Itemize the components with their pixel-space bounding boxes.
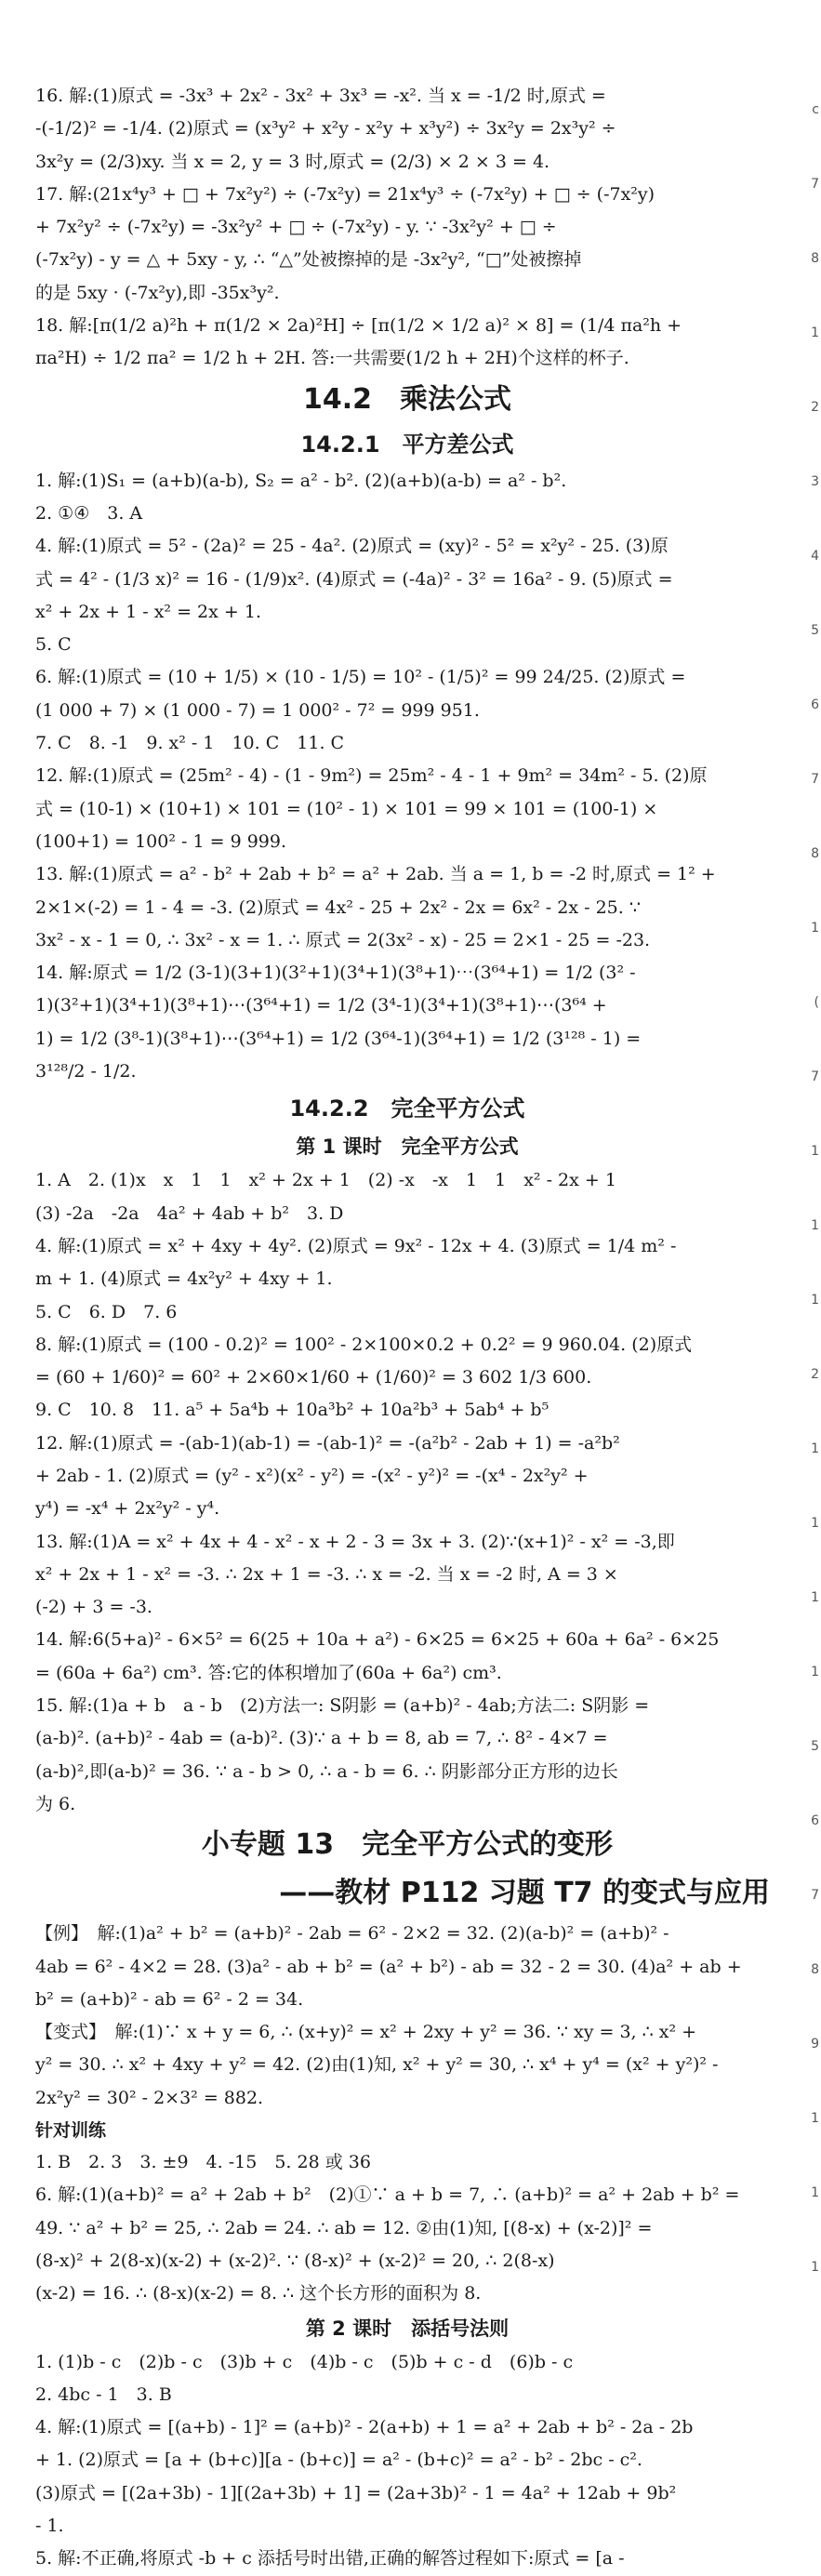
answer-line: (100+1) = 100² - 1 = 9 999. <box>35 830 286 852</box>
answer-line: 为 6. <box>35 1793 76 1814</box>
lesson-heading: 第 2 课时 添括号法则 <box>305 2317 510 2340</box>
answer-line: + 2ab - 1. (2)原式 = (y² - x²)(x² - y²) = -(x² - y²)² = -(x⁴ - 2x²y² + <box>35 1465 589 1486</box>
edge-mark: 1 <box>811 2111 819 2126</box>
answer-line: 49. ∵ a² + b² = 25, ∴ 2ab = 24. ∴ ab = 12. ②由(1)知, [(8-x) + (x-2)]² = <box>35 2217 653 2238</box>
edge-mark: 8 <box>811 251 819 266</box>
right-edge-bleed <box>810 0 821 2366</box>
answer-line: 14. 解:6(5+a)² - 6×5² = 6(25 + 10a + a²) - 6×25 = 6×25 + 60a + 6a² - 6×25 <box>35 1629 720 1651</box>
answer-line: 13. 解:(1)原式 = a² - b² + 2ab + b² = a² + 2ab. 当 a = 1, b = -2 时,原式 = 1² + <box>35 864 716 885</box>
answer-line: 1. (1)b - c (2)b - c (3)b + c (4)b - c (5)b + c - d (6)b - c <box>35 2351 574 2372</box>
answer-line: y⁴) = -x⁴ + 2x²y² - y⁴. <box>35 1498 220 1520</box>
answer-line: 5. 解:不正确,将原式 -b + c 添括号时出错,正确的解答过程如下:原式 = [a - <box>35 2548 625 2569</box>
edge-mark: ( <box>814 995 819 1010</box>
answer-line: x² + 2x + 1 - x² = 2x + 1. <box>35 601 261 622</box>
answer-line: 17. 解:(21x⁴y³ + □ + 7x²y²) ÷ (-7x²y) = 21x⁴y³ ÷ (-7x²y) + □ ÷ (-7x²y) <box>35 183 655 205</box>
answer-line: (a-b)². (a+b)² - 4ab = (a-b)². (3)∵ a + b = 8, ab = 7, ∴ 8² - 4×7 = <box>35 1728 608 1749</box>
answer-line: 4. 解:(1)原式 = 5² - (2a)² = 25 - 4a². (2)原式 = (xy)² - 5² = x²y² - 25. (3)原 <box>35 536 669 557</box>
answer-line: 5. C 6. D 7. 6 <box>35 1301 178 1322</box>
answer-line: (-7x²y) - y = △ + 5xy - y, ∴ “△”处被擦掉的是 -3x²y², “□”处被擦掉 <box>35 249 582 271</box>
answer-line: 16. 解:(1)原式 = -3x³ + 2x² - 3x² + 3x³ = -x². 当 x = -1/2 时,原式 = <box>35 86 606 106</box>
answer-page <box>35 80 779 2576</box>
edge-mark: 7 <box>811 177 819 192</box>
practice-heading: 针对训练 <box>35 2120 107 2142</box>
answer-line: = (60 + 1/60)² = 60² + 2×60×1/60 + (1/60)² = 3 602 1/3 600. <box>35 1367 592 1388</box>
edge-mark: 8 <box>811 846 819 861</box>
answer-line: (a-b)²,即(a-b)² = 36. ∵ a - b > 0, ∴ a - b = 6. ∴ 阴影部分正方形的边长 <box>35 1760 618 1782</box>
answer-line: 12. 解:(1)原式 = (25m² - 4) - (1 - 9m²) = 25m² - 4 - 1 + 9m² = 34m² - 5. (2)原 <box>35 765 708 787</box>
answer-line: (3) -2a -2a 4a² + 4ab + b² 3. D <box>35 1202 344 1224</box>
edge-mark: 1 <box>811 1293 819 1308</box>
edge-mark: 7 <box>811 1069 819 1084</box>
answer-line: 4. 解:(1)原式 = [(a+b) - 1]² = (a+b)² - 2(a+b) + 1 = a² + 2ab + b² - 2a - 2b <box>35 2417 694 2438</box>
answer-line: 12. 解:(1)原式 = -(ab-1)(ab-1) = -(ab-1)² = -(a²b² - 2ab + 1) = -a²b² <box>35 1432 620 1454</box>
edge-mark: 3 <box>811 474 819 489</box>
answer-line: = (60a + 6a²) cm³. 答:它的体积增加了(60a + 6a²) cm³. <box>35 1662 502 1683</box>
edge-mark: c <box>812 102 819 117</box>
answer-line: 8. 解:(1)原式 = (100 - 0.2)² = 100² - 2×100×0.2 + 0.2² = 9 960.04. (2)原式 <box>35 1334 693 1355</box>
answer-line: 7. C 8. -1 9. x² - 1 10. C 11. C <box>35 733 345 754</box>
answer-line: 6. 解:(1)(a+b)² = a² + 2ab + b² (2)①∵ a + b = 7, ∴ (a+b)² = a² + 2ab + b² = <box>35 2184 740 2206</box>
answer-line: (8-x)² + 2(8-x)(x-2) + (x-2)². ∵ (8-x)² + (x-2)² = 20, ∴ 2(8-x) <box>35 2250 555 2271</box>
answer-line: y² = 30. ∴ x² + 4xy + y² = 42. (2)由(1)知, x² + y² = 30, ∴ x⁴ + y⁴ = (x² + y²)² - <box>35 2054 719 2076</box>
answer-line: 【变式】 解:(1)∵ x + y = 6, ∴ (x+y)² = x² + 2xy + y² = 36. ∵ xy = 3, ∴ x² + <box>35 2022 697 2043</box>
answer-line: 【例】 解:(1)a² + b² = (a+b)² - 2ab = 6² - 2×2 = 32. (2)(a-b)² = (a+b)² - <box>35 1923 669 1945</box>
answer-line: 2. 4bc - 1 3. B <box>35 2383 172 2405</box>
answer-line: 13. 解:(1)A = x² + 4x + 4 - x² - x + 2 - 3 = 3x + 3. (2)∵(x+1)² - x² = -3,即 <box>35 1531 675 1552</box>
answer-line: 14. 解:原式 = 1/2 (3-1)(3+1)(3²+1)(3⁴+1)(3⁸+1)⋯(3⁶⁴+1) = 1/2 (3² - <box>35 963 636 984</box>
answer-line: (x-2) = 16. ∴ (8-x)(x-2) = 8. ∴ 这个长方形的面积为 8. <box>35 2283 482 2304</box>
subsection-heading: 14.2.1 平方差公式 <box>300 431 514 458</box>
section-subheading: ——教材 P112 习题 T7 的变式与应用 <box>279 1877 770 1910</box>
edge-mark: 1 <box>811 1144 819 1159</box>
answer-line: 1. A 2. (1)x x 1 1 x² + 2x + 1 (2) -x -x 1 1 x² - 2x + 1 <box>35 1170 616 1191</box>
edge-mark: 6 <box>811 1813 819 1828</box>
edge-mark: 1 <box>811 1441 819 1456</box>
answer-line: πa²H) ÷ 1/2 πa² = 1/2 h + 2H. 答:一共需要(1/2 h + 2H)个这样的杯子. <box>35 348 629 369</box>
answer-line: + 7x²y² ÷ (-7x²y) = -3x²y² + □ ÷ (-7x²y) - y. ∵ -3x²y² + □ ÷ <box>35 217 557 238</box>
answer-line: 的是 5xy · (-7x²y),即 -35x³y². <box>35 282 280 303</box>
edge-mark: 1 <box>811 2260 819 2275</box>
answer-line: 2. ①④ 3. A <box>35 502 143 524</box>
answer-line: 1) = 1/2 (3⁸-1)(3⁸+1)⋯(3⁶⁴+1) = 1/2 (3⁶⁴-1)(3⁶⁴+1) = 1/2 (3¹²⁸ - 1) = <box>35 1028 642 1049</box>
answer-line: b² = (a+b)² - ab = 6² - 2 = 34. <box>35 1988 304 2010</box>
answer-line: 3¹²⁸/2 - 1/2. <box>35 1061 137 1082</box>
edge-mark: 6 <box>811 697 819 712</box>
answer-line: 1. 解:(1)S₁ = (a+b)(a-b), S₂ = a² - b². (2)(a+b)(a-b) = a² - b². <box>35 470 567 491</box>
edge-mark: 1 <box>811 2185 819 2200</box>
answer-line: -(-1/2)² = -1/4. (2)原式 = (x³y² + x²y - x²y + x³y²) ÷ 3x²y = 2x³y² ÷ <box>35 118 616 139</box>
answer-line: (3)原式 = [(2a+3b) - 1][(2a+3b) + 1] = (2a+3b)² - 1 = 4a² + 12ab + 9b² <box>35 2482 677 2503</box>
edge-mark: 1 <box>811 1218 819 1233</box>
edge-mark: 1 <box>811 1665 819 1680</box>
answer-line: 5. C <box>35 634 72 656</box>
edge-mark: 9 <box>811 2037 819 2052</box>
answer-line: 18. 解:[π(1/2 a)²h + π(1/2 × 2a)²H] ÷ [π(1/2 × 1/2 a)² × 8] = (1/4 πa²h + <box>35 315 682 337</box>
answer-line: (1 000 + 7) × (1 000 - 7) = 1 000² - 7² = 999 951. <box>35 699 480 721</box>
answer-line: 4. 解:(1)原式 = x² + 4xy + 4y². (2)原式 = 9x² - 12x + 4. (3)原式 = 1/4 m² - <box>35 1235 677 1256</box>
answer-line: 4ab = 6² - 4×2 = 28. (3)a² - ab + b² = (a² + b²) - ab = 32 - 2 = 30. (4)a² + ab + <box>35 1956 742 1977</box>
edge-mark: 2 <box>811 1367 819 1382</box>
answer-line: x² + 2x + 1 - x² = -3. ∴ 2x + 1 = -3. ∴ x = -2. 当 x = -2 时, A = 3 × <box>35 1563 618 1585</box>
edge-mark: 1 <box>811 1590 819 1605</box>
answer-line: 3x² - x - 1 = 0, ∴ 3x² - x = 1. ∴ 原式 = 2(3x² - x) - 25 = 2×1 - 25 = -23. <box>35 929 651 950</box>
answer-line: 2x²y² = 30² - 2×3² = 882. <box>35 2087 264 2108</box>
answer-line: (-2) + 3 = -3. <box>35 1597 152 1618</box>
answer-line: + 1. (2)原式 = [a + (b+c)][a - (b+c)] = a² - (b+c)² = a² - b² - 2bc - c². <box>35 2450 642 2471</box>
edge-mark: 8 <box>811 1962 819 1977</box>
edge-mark: 7 <box>811 772 819 787</box>
lesson-heading: 第 1 课时 完全平方公式 <box>296 1135 519 1159</box>
answer-line: 式 = (10-1) × (10+1) × 101 = (10² - 1) × 101 = 99 × 101 = (100-1) × <box>35 798 658 819</box>
edge-mark: 1 <box>811 325 819 340</box>
answer-line: 2×1×(-2) = 1 - 4 = -3. (2)原式 = 4x² - 25 + 2x² - 2x = 6x² - 2x - 25. ∵ <box>35 896 641 918</box>
answer-line: - 1. <box>35 2516 64 2536</box>
edge-mark: 1 <box>811 1516 819 1531</box>
answer-line: 9. C 10. 8 11. a⁵ + 5a⁴b + 10a³b² + 10a²b³ + 5ab⁴ + b⁵ <box>35 1400 550 1421</box>
edge-mark: 2 <box>811 400 819 415</box>
section-heading: 小专题 13 完全平方公式的变形 <box>201 1828 614 1862</box>
edge-mark: 1 <box>811 921 819 936</box>
answer-line: 1)(3²+1)(3⁴+1)(3⁸+1)⋯(3⁶⁴+1) = 1/2 (3⁴-1)(3⁴+1)(3⁸+1)⋯(3⁶⁴ + <box>35 995 607 1016</box>
answer-line: 式 = 4² - (1/3 x)² = 16 - (1/9)x². (4)原式 = (-4a)² - 3² = 16a² - 9. (5)原式 = <box>35 568 673 590</box>
edge-mark: 5 <box>811 623 819 638</box>
answer-line: m + 1. (4)原式 = 4x²y² + 4xy + 1. <box>35 1268 333 1290</box>
edge-mark: 4 <box>811 549 819 564</box>
answer-line: 6. 解:(1)原式 = (10 + 1/5) × (10 - 1/5) = 10² - (1/5)² = 99 24/25. (2)原式 = <box>35 667 686 688</box>
answer-line: 3x²y = (2/3)xy. 当 x = 2, y = 3 时,原式 = (2/3) × 2 × 3 = 4. <box>35 151 550 172</box>
answer-line: 15. 解:(1)a + b a - b (2)方法一: S阴影 = (a+b)² - 4ab;方法二: S阴影 = <box>35 1695 650 1717</box>
subsection-heading: 14.2.2 完全平方公式 <box>289 1095 525 1122</box>
edge-mark: 5 <box>811 1739 819 1754</box>
section-heading: 14.2 乘法公式 <box>302 382 512 416</box>
edge-mark: 7 <box>811 1888 819 1903</box>
answer-line: 1. B 2. 3 3. ±9 4. -15 5. 28 或 36 <box>35 2152 371 2173</box>
